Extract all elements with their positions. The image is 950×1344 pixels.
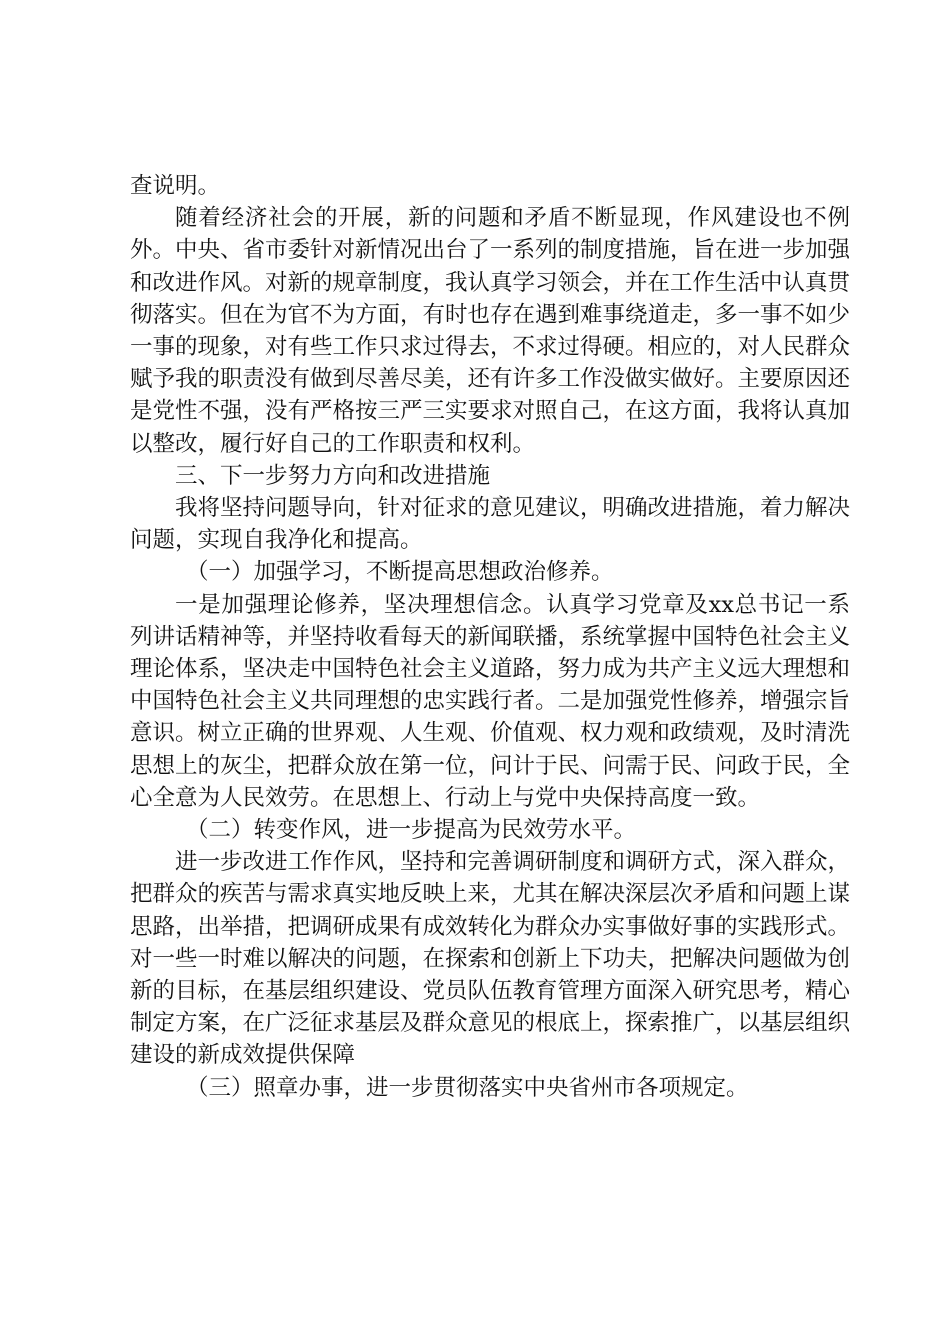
paragraph-improve-work-style: 进一步改进工作作风，坚持和完善调研制度和调研方式，深入群众，把群众的疾苦与需求真实地反映上来，尤其在解决深层次矛盾和问题上谋思路，出举措，把调研成果有成效转化为群众办实事做好事的实践形式。对一些一时难以解决的问题，在探索和创新上下功夫，把解决问题做为创新的目标，在基层组织建设、党员队伍教育管理方面深入研究思考，精心制定方案，在广泛征求基层及群众意见的根底上，探索推广，以基层组织建设的新成效提供保障: [130, 849, 851, 1069]
subheading-follow-regulations: （三）照章办事，进一步贯彻落实中央省州市各项规定。: [186, 1074, 749, 1101]
paragraph-style-problems: 随着经济社会的开展，新的问题和矛盾不断显现，作风建设也不例外。中央、省市委针对新情况出台了一系列的制度措施，旨在进一步加强和改进作风。对新的规章制度，我认真学习领会，并在工作生活中认真贯彻落实。但在为官不为方面，有时也存在遇到难事绕道走，多一事不如少一事的现象，对有些工作只求过得去，不求过得硬。相应的，对人民群众赋予我的职责没有做到尽善尽美，还有许多工作没做实做好。主要原因还是党性不强，没有严格按三严三实要求对照自己，在这方面，我将认真加以整改，履行好自己的工作职责和权利。: [130, 205, 851, 457]
paragraph-problem-oriented: 我将坚持问题导向，针对征求的意见建议，明确改进措施，着力解决问题，实现自我净化和提高。: [130, 495, 851, 554]
paragraph-theory-and-party-spirit: 一是加强理论修养，坚决理想信念。认真学习党章及xx总书记一系列讲话精神等，并坚持收看每天的新闻联播，系统掌握中国特色社会主义理论体系，坚决走中国特色社会主义道路，努力成为共产主义远大理想和中国特色社会主义共同理想的忠实践行者。二是加强党性修养，增强宗旨意识。树立正确的世界观、人生观、价值观、权力观和政绩观，及时清洗思想上的灰尘，把群众放在第一位，问计于民、问需于民、问政于民，全心全意为人民效劳。在思想上、行动上与党中央保持高度一致。: [130, 591, 851, 811]
section-heading-improvement-measures: 三、下一步努力方向和改进措施: [175, 462, 491, 489]
paragraph-continuation: 查说明。: [130, 173, 221, 199]
subheading-change-work-style: （二）转变作风，进一步提高为民效劳水平。: [186, 817, 637, 844]
document-body: [130, 170, 850, 1104]
subheading-strengthen-study: （一）加强学习，不断提高思想政治修养。: [186, 559, 614, 586]
